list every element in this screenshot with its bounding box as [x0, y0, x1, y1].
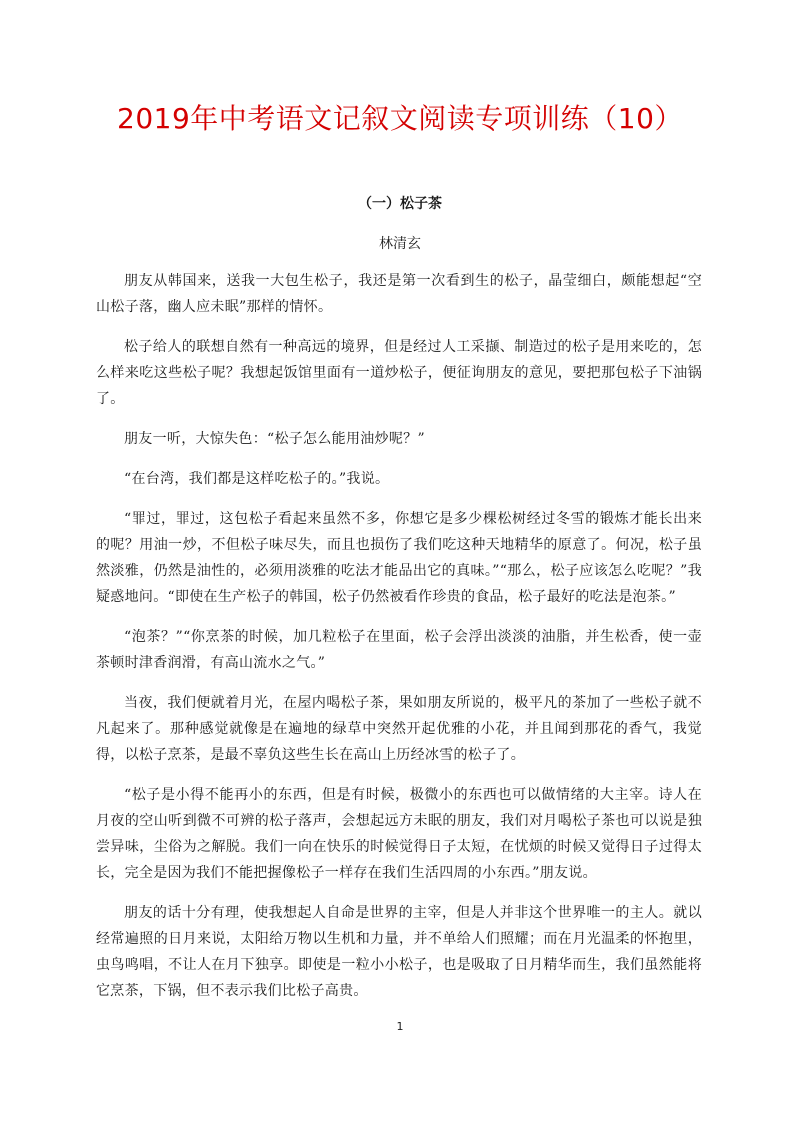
paragraph-7: 当夜，我们便就着月光，在屋内喝松子茶，果如朋友所说的，极平凡的茶加了一些松子就不凡起来了。那种感觉就像是在遍地的绿草中突然开起优雅的小花，并且闻到那花的香气，我觉得，以松子烹茶，是最不辜负这些生长在高山上历经冰雪的松子了。 [96, 695, 702, 763]
page-number: 1 [396, 1020, 404, 1033]
paragraph-1: 朋友从韩国来，送我一大包生松子，我还是第一次看到生的松子，晶莹细白，颇能想起“空山松子落，幽人应未眠”那样的情怀。 [96, 273, 702, 315]
page-title: 2019年中考语文记叙文阅读专项训练（10） [117, 102, 683, 135]
paragraph-4: “在台湾，我们都是这样吃松子的。”我说。 [124, 471, 390, 487]
paragraph-2: 松子给人的联想自然有一种高远的境界，但是经过人工采撷、制造过的松子是用来吃的，怎么样来吃这些松子呢？我想起饭馆里面有一道炒松子，便征询朋友的意见，要把那包松子下油锅了。 [96, 339, 702, 407]
section-heading: （一）松子茶 [358, 196, 442, 212]
paragraph-8: “松子是小得不能再小的东西，但是有时候，极微小的东西也可以做情绪的大主宰。诗人在月夜的空山听到微不可辨的松子落声，会想起远方未眠的朋友，我们对月喝松子茶也可以说是独尝异味，尘俗为之解脱。我们一向在快乐的时候觉得日子太短，在忧烦的时候又觉得日子过得太长，完全是因为我们不能把握像松子一样存在我们生活四周的小东西。”朋友说。 [96, 787, 702, 881]
paragraph-5: “罪过，罪过，这包松子看起来虽然不多，你想它是多少棵松树经过冬雪的锻炼才能长出来的呢？用油一炒，不但松子味尽失，而且也损伤了我们吃这种天地精华的原意了。何况，松子虽然淡雅，仍然是油性的，必须用淡雅的吃法才能品出它的真味。”“那么，松子应该怎么吃呢？”我疑惑地问。“即使在生产松子的韩国，松子仍然被看作珍贵的食品，松子最好的吃法是泡茶。” [96, 511, 702, 605]
paragraph-9: 朋友的话十分有理，使我想起人自命是世界的主宰，但是人并非这个世界唯一的主人。就以经常遍照的日月来说，太阳给万物以生机和力量，并不单给人们照耀；而在月光温柔的怀抱里，虫鸟鸣唱，不让人在月下独享。即使是一粒小小松子，也是吸取了日月精华而生，我们虽然能将它烹茶，下锅，但不表示我们比松子高贵。 [96, 905, 702, 999]
article-body [96, 268, 702, 1018]
paragraph-3: 朋友一听，大惊失色：“松子怎么能用油炒呢？” [124, 431, 425, 447]
author-name: 林清玄 [379, 236, 421, 252]
paragraph-6: “泡茶？”“你烹茶的时候，加几粒松子在里面，松子会浮出淡淡的油脂，并生松香，使一壶茶顿时津香润滑，有高山流水之气。” [96, 629, 702, 671]
